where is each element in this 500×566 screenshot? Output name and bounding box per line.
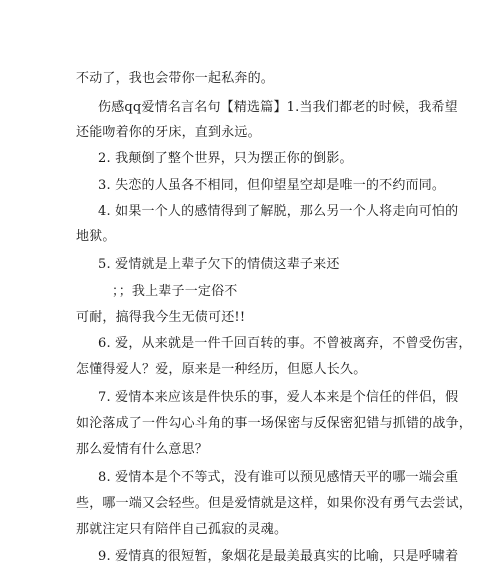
- text-line: 不动了，我也会带你一起私奔的。: [76, 71, 275, 86]
- text-line: 伤感qq爱情名言名句【精选篇】1.当我们都老的时候，我希望: [98, 100, 458, 115]
- text-line: 可耐，搞得我今生无债可还!!: [76, 310, 246, 325]
- text-line: 8. 爱情本是个不等式，没有谁可以预见感情天平的哪一端会重: [98, 470, 459, 485]
- text-line: 4. 如果一个人的感情得到了解脱，那么另一个人将走向可怕的: [98, 204, 459, 219]
- text-line: 还能吻着你的牙床，直到永远。: [76, 125, 261, 140]
- text-line: 如沦落成了一件勾心斗角的事一场保密与反保密犯错与抓错的战争，: [76, 416, 473, 431]
- text-line: 怎懂得爱人？爱，原来是一种经历，但愿人长久。: [76, 362, 367, 377]
- text-line: 5. 爱情就是上辈子欠下的情债这辈子来还: [98, 257, 340, 272]
- text-line: 9. 爱情真的很短暂，象烟花是最美最真实的比喻，只是呼啸着: [98, 549, 459, 564]
- text-line: 些，哪一端又会轻些。但是爱情就是这样，如果你没有勇气去尝试，: [76, 496, 473, 511]
- text-line: 7. 爱情本来应该是件快乐的事，爱人本来是个信任的伴侣，假: [98, 390, 459, 405]
- text-line: 那就注定只有陪伴自己孤寂的灵魂。: [76, 522, 288, 537]
- text-line: 6. 爱，从来就是一件千回百转的事。不曾被离弃，不曾受伤害，: [98, 336, 472, 351]
- text-line: 2. 我颠倒了整个世界，只为摆正你的倒影。: [98, 151, 353, 166]
- text-line: 地狱。: [76, 229, 116, 244]
- text-line: 那么爱情有什么意思？: [76, 442, 209, 457]
- text-line: ；；我上辈子一定俗不: [112, 284, 238, 299]
- text-line: 3. 失恋的人虽各不相同，但仰望星空却是唯一的不约而同。: [98, 178, 446, 193]
